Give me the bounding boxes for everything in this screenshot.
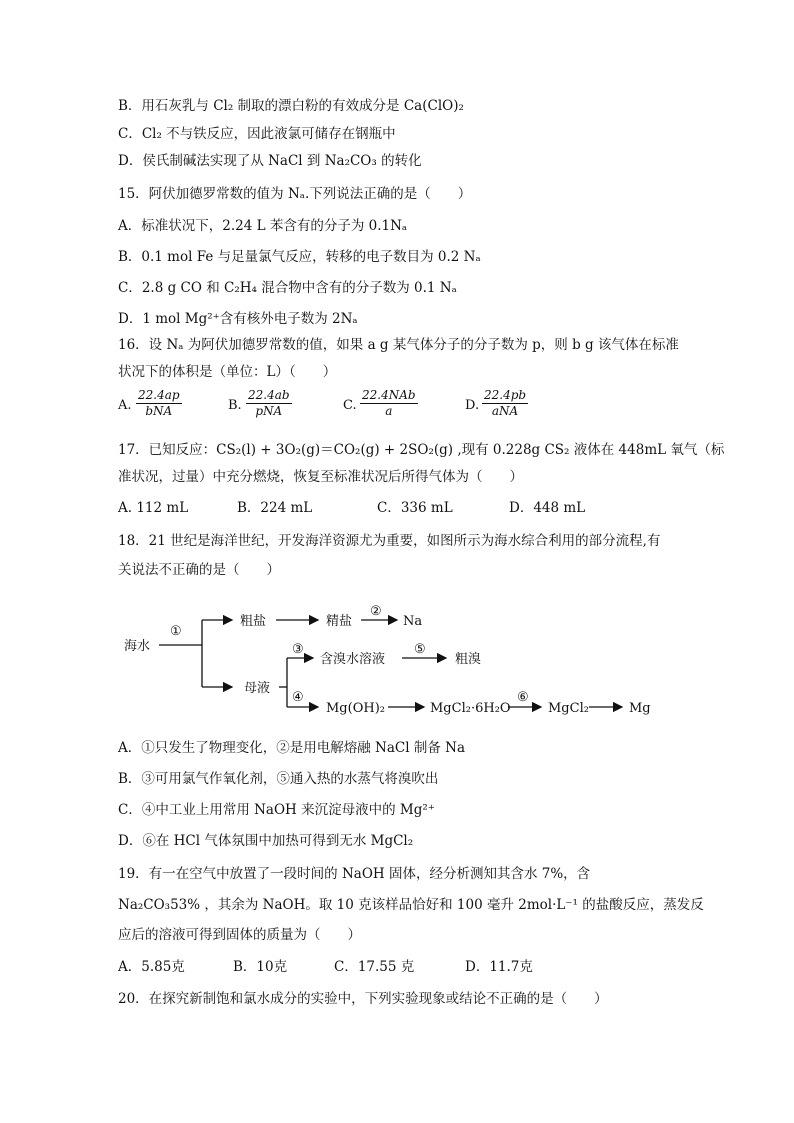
flow-seawater: 海水 — [124, 639, 151, 654]
flow-crude-bromine: 粗溴 — [455, 652, 482, 667]
flow-crude-salt: 粗盐 — [240, 614, 267, 629]
question-18-option-a: A．①只发生了物理变化，②是用电解熔融 NaCl 制备 Na — [118, 740, 465, 756]
q19-option-b: B．10克 — [233, 959, 288, 975]
question-18-line2: 关说法不正确的是（ ） — [118, 562, 280, 578]
flow-mother-liquor: 母液 — [244, 681, 271, 696]
q19-option-a: A．5.85克 — [118, 959, 185, 975]
flow-step1: ① — [170, 624, 182, 639]
q17-option-d: D．448 mL — [509, 500, 586, 516]
question-20: 20．在探究新制饱和氯水成分的实验中，下列实验现象或结论不正确的是（ ） — [118, 991, 608, 1007]
flow-step2: ② — [370, 604, 382, 619]
flow-step3: ③ — [292, 642, 304, 657]
question-19-line2: Na₂CO₃53% ，其余为 NaOH。取 10 克该样品恰好和 100 毫升 2mol·L⁻¹ 的盐酸反应，蒸发反 — [118, 897, 704, 913]
question-16-line1: 16．设 Nₐ 为阿伏加德罗常数的值，如果 a g 某气体分子的分子数为 p，则 b g 该气体在标准 — [118, 337, 679, 353]
flow-refined-salt: 精盐 — [326, 614, 353, 629]
question-15-option-c: C．2.8 g CO 和 C₂H₄ 混合物中含有的分子数为 0.1 Nₐ — [118, 280, 457, 296]
question-18-option-c: C．④中工业上用常用 NaOH 来沉淀母液中的 Mg²⁺ — [118, 802, 435, 818]
question-15-option-b: B．0.1 mol Fe 与足量氯气反应，转移的电子数目为 0.2 Nₐ — [118, 249, 481, 265]
line-d-soda: D．侯氏制碱法实现了从 NaCl 到 Na₂CO₃ 的转化 — [118, 153, 422, 169]
question-19-line3: 应后的溶液可得到固体的质量为（ ） — [118, 927, 361, 943]
question-15: 15．阿伏加德罗常数的值为 Nₐ.下列说法正确的是（ ） — [118, 186, 472, 202]
q17-option-c: C．336 mL — [377, 500, 453, 516]
flow-magnesium-chloride: MgCl₂ — [548, 701, 589, 716]
seawater-flow-diagram — [0, 595, 794, 735]
flow-step6: ⑥ — [517, 690, 529, 705]
question-18-option-d: D．⑥在 HCl 气体氛围中加热可得到无水 MgCl₂ — [118, 833, 414, 849]
flow-sodium: Na — [403, 614, 423, 629]
question-17-line1: 17．已知反应：CS₂(l) + 3O₂(g)＝CO₂(g) + 2SO₂(g) ,现有 0.228g CS₂ 液体在 448mL 氧气（标 — [118, 442, 725, 458]
flow-bromine-water: 含溴水溶液 — [320, 652, 386, 667]
q19-option-d: D．11.7克 — [465, 959, 533, 975]
q17-option-a: A. 112 mL — [118, 500, 189, 516]
question-15-option-d: D．1 mol Mg²⁺含有核外电子数为 2Nₐ — [118, 311, 358, 327]
q19-option-c: C．17.55 克 — [334, 959, 415, 975]
question-16-line2: 状况下的体积是（单位：L）（ ） — [118, 364, 337, 380]
question-18-line1: 18．21 世纪是海洋世纪，开发海洋资源尤为重要，如图所示为海水综合利用的部分流程,有 — [118, 533, 661, 549]
flow-magnesium-hydroxide: Mg(OH)₂ — [326, 701, 385, 716]
flow-magnesium: Mg — [629, 701, 651, 716]
question-17-line2: 准状况，过量）中充分燃烧，恢复至标准状况后所得气体为（ ） — [118, 469, 523, 485]
q17-option-b: B．224 mL — [237, 500, 313, 516]
question-19-line1: 19．有一在空气中放置了一段时间的 NaOH 固体，经分析测知其含水 7%，含 — [118, 866, 591, 882]
line-c-chlorine: C．Cl₂ 不与铁反应，因此液氯可储存在钢瓶中 — [118, 126, 396, 142]
line-b-bleaching: B．用石灰乳与 Cl₂ 制取的漂白粉的有效成分是 Ca(ClO)₂ — [118, 98, 464, 114]
flow-step5: ⑤ — [414, 642, 426, 657]
flow-step4: ④ — [292, 690, 304, 705]
question-15-option-a: A．标准状况下，2.24 L 苯含有的分子为 0.1Nₐ — [118, 218, 408, 234]
flow-magnesium-chloride-hydrate: MgCl₂·6H₂O — [430, 701, 511, 716]
question-18-option-b: B．③可用氯气作氧化剂，⑤通入热的水蒸气将溴吹出 — [118, 771, 439, 787]
